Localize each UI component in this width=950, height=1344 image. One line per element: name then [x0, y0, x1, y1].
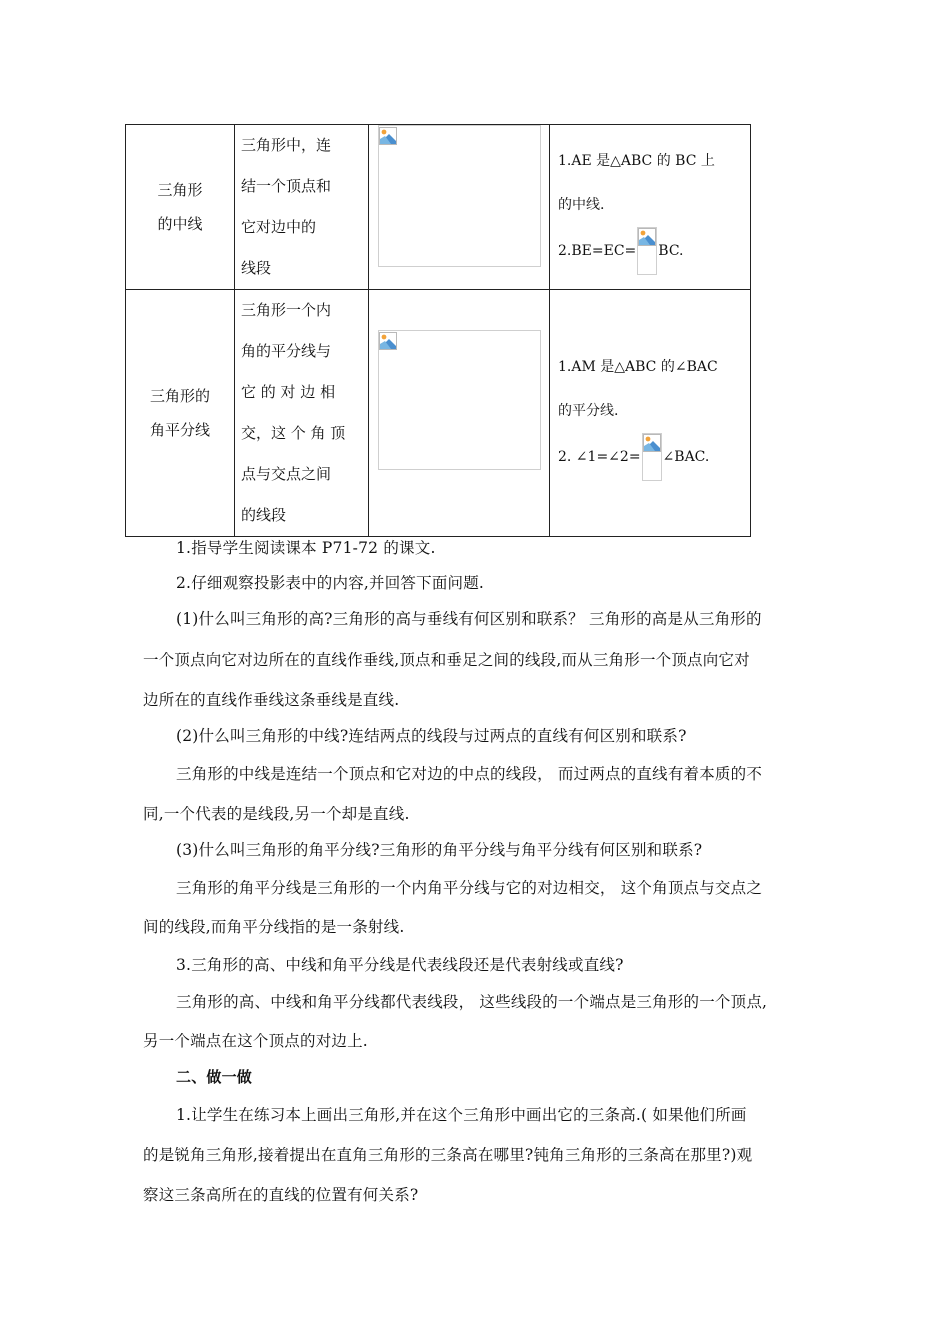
property-text: 2.BE=EC= — [558, 243, 637, 259]
body-line: 3.三角形的高、中线和角平分线是代表线段还是代表射线或直线? — [176, 956, 624, 974]
definition-line: 结一个顶点和 — [241, 177, 332, 195]
table-row — [126, 290, 751, 537]
broken-image-icon — [379, 127, 397, 145]
body-line: (3)什么叫三角形的角平分线?三角形的角平分线与角平分线有何区别和联系? — [176, 841, 703, 859]
property-line: 的平分线. — [558, 403, 619, 419]
term-line: 三角形的 — [149, 387, 210, 405]
definition-line: 它对边中的 — [241, 218, 317, 236]
property-line: 1.AM 是△ABC 的∠BAC — [558, 359, 718, 375]
definition-cell — [235, 125, 369, 290]
figure-cell — [369, 125, 550, 290]
property-line — [558, 227, 742, 275]
body-line: 边所在的直线作垂线这条垂线是直线. — [143, 691, 400, 709]
term-cell — [126, 290, 235, 537]
body-line: 2.仔细观察投影表中的内容,并回答下面问题. — [176, 574, 485, 592]
property-cell — [550, 290, 751, 537]
term-line: 三角形 — [157, 181, 203, 199]
property-line: 的中线. — [558, 197, 605, 213]
term-line: 的中线 — [157, 215, 203, 233]
body-line: (2)什么叫三角形的中线?连结两点的线段与过两点的直线有何区别和联系? — [176, 727, 687, 745]
definition-line: 点与交点之间 — [241, 465, 332, 483]
definitions-table — [125, 124, 751, 537]
body-line: 察这三条高所在的直线的位置有何关系? — [143, 1186, 419, 1204]
fraction-image-icon — [642, 433, 662, 481]
definition-line: 三角形中，连 — [241, 136, 332, 154]
body-line: 一个顶点向它对边所在的直线作垂线,顶点和垂足之间的线段,而从三角形一个顶点向它对 — [143, 651, 750, 669]
body-line: 三角形的中线是连结一个顶点和它对边的中点的线段， 而过两点的直线有着本质的不 — [176, 765, 763, 783]
property-line: 1.AE 是△ABC 的 BC 上 — [558, 153, 715, 169]
property-line — [558, 433, 742, 481]
definition-cell — [235, 290, 369, 537]
figure-frame — [378, 125, 541, 267]
body-line: 1.让学生在练习本上画出三角形,并在这个三角形中画出它的三条高.( 如果他们所画 — [176, 1106, 747, 1124]
definition-line: 交，这 个 角 顶 — [241, 424, 346, 442]
property-text: 2. ∠1=∠2= — [558, 449, 641, 465]
property-text: ∠BAC. — [662, 449, 710, 465]
term-line: 角平分线 — [149, 421, 210, 439]
fraction-image-icon — [637, 227, 657, 275]
body-line: 1.指导学生阅读课本 P71-72 的课文. — [176, 539, 436, 557]
body-line: 三角形的角平分线是三角形的一个内角平分线与它的对边相交， 这个角顶点与交点之 — [176, 879, 763, 897]
section-heading: 二、做一做 — [176, 1068, 253, 1086]
body-line: (1)什么叫三角形的高?三角形的高与垂线有何区别和联系？ 三角形的高是从三角形的 — [176, 610, 762, 628]
body-line: 另一个端点在这个顶点的对边上. — [143, 1032, 368, 1050]
definition-line: 它 的 对 边 相 — [241, 383, 336, 401]
figure-cell — [369, 290, 550, 537]
body-line: 的是锐角三角形,接着提出在直角三角形的三条高在哪里?钝角三角形的三条高在那里?)观 — [143, 1146, 753, 1164]
definition-line: 三角形一个内 — [241, 301, 332, 319]
definition-line: 线段 — [241, 259, 272, 277]
table-row — [126, 125, 751, 290]
property-cell — [550, 125, 751, 290]
broken-image-icon — [379, 332, 397, 350]
body-line: 同,一个代表的是线段,另一个却是直线. — [143, 805, 410, 823]
figure-frame — [378, 330, 541, 470]
body-line: 三角形的高、中线和角平分线都代表线段， 这些线段的一个端点是三角形的一个顶点, — [176, 993, 768, 1011]
definition-line: 角的平分线与 — [241, 342, 332, 360]
term-cell — [126, 125, 235, 290]
definition-line: 的线段 — [241, 506, 287, 524]
property-text: BC. — [658, 243, 684, 259]
body-line: 间的线段,而角平分线指的是一条射线. — [143, 918, 405, 936]
